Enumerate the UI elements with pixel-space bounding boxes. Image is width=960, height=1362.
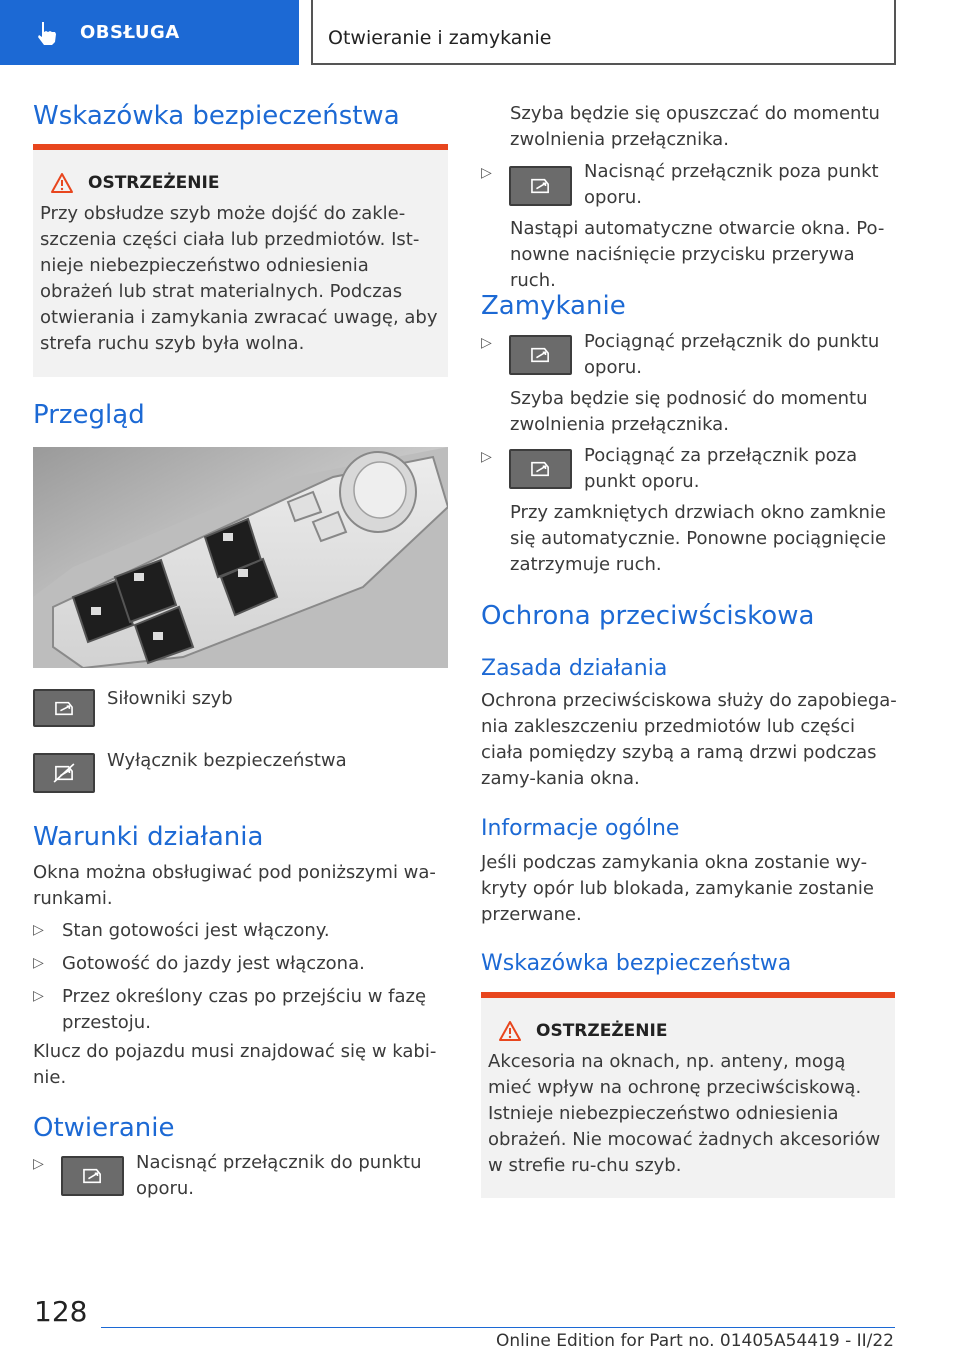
principle-heading: Zasada działania	[481, 656, 668, 681]
close-step-2: Pociągnąć za przełącznik poza punkt oporu.	[584, 445, 858, 492]
conditions-intro: Okna można obsługiwać pod poniższymi wa-runkami.	[33, 862, 436, 909]
general-info-heading: Informacje ogólne	[481, 816, 680, 841]
safety-switch-icon	[33, 753, 95, 793]
close-step-1: Pociągnąć przełącznik do punktu oporu.	[584, 331, 880, 378]
overview-heading: Przegląd	[33, 400, 145, 430]
window-switch-icon	[509, 335, 572, 375]
warning-box	[481, 992, 895, 1198]
warning-triangle-icon	[498, 1020, 522, 1042]
hand-pointer-icon	[34, 20, 60, 46]
edition-footer: Online Edition for Part no. 01405A54419 - II/22	[495, 1331, 894, 1351]
page-number: 128	[34, 1295, 88, 1328]
opening-heading: Otwieranie	[33, 1113, 175, 1143]
bullet-icon: ▷	[33, 988, 44, 1004]
principle-text: Ochrona przeciwściskowa służy do zapobiega-nia zakleszczeniu przedmiotów lub części ciała pomiędzy szybą a ramą drzwi podczas zamy-kania okna.	[481, 690, 897, 789]
safety-heading-2: Wskazówka bezpieczeństwa	[481, 951, 792, 976]
bullet-icon: ▷	[481, 449, 492, 465]
legend-window-actuators: Siłowniki szyb	[107, 688, 233, 709]
window-switch-photo	[33, 447, 448, 668]
open-step-1-result: Szyba będzie się opuszczać do momentu zwolnienia przełącznika.	[510, 103, 880, 150]
section-tab[interactable]	[0, 0, 299, 65]
safety-heading: Wskazówka bezpieczeństwa	[33, 101, 400, 131]
window-switch-icon	[61, 1156, 124, 1196]
bullet-icon: ▷	[33, 955, 44, 971]
close-step-1-result: Szyba będzie się podnosić do momentu zwolnienia przełącznika.	[510, 388, 868, 435]
window-switch-icon	[33, 689, 95, 727]
warning-text: Przy obsłudze szyb może dojść do zakle-szczenia części ciała lub przedmiotów. Ist-nieje niebezpieczeństwo odniesienia obrażeń lub strat materialnych. Podczas otwierania i zamykania zwracać uwagę, aby strefa ruchu szyb była wolna.	[40, 203, 438, 354]
warning-box	[33, 144, 448, 377]
bullet-icon: ▷	[481, 165, 492, 181]
window-switch-icon	[509, 449, 572, 489]
chapter-title: Otwieranie i zamykanie	[328, 27, 552, 49]
condition-item: Stan gotowości jest włączony.	[62, 920, 330, 941]
warning-title-row	[488, 1020, 885, 1042]
close-step-2-result: Przy zamkniętych drzwiach okno zamknie się automatycznie. Ponowne pociągnięcie zatrzymuje ruch.	[510, 502, 887, 575]
open-step-1: Nacisnąć przełącznik do punktu oporu.	[136, 1152, 422, 1199]
window-switch-icon	[509, 166, 572, 206]
bullet-icon: ▷	[33, 922, 44, 938]
open-step-2-result: Nastąpi automatyczne otwarcie okna. Po-nowne naciśnięcie przycisku przerywa ruch.	[510, 218, 885, 291]
footer-divider	[101, 1327, 895, 1328]
open-step-2: Nacisnąć przełącznik poza punkt oporu.	[584, 161, 879, 208]
condition-item: Przez określony czas po przejściu w fazę przestoju.	[62, 986, 427, 1033]
conditions-heading: Warunki działania	[33, 822, 264, 852]
closing-heading: Zamykanie	[481, 291, 626, 321]
bullet-icon: ▷	[481, 335, 492, 351]
warning-title: OSTRZEŻENIE	[88, 173, 220, 193]
warning-title: OSTRZEŻENIE	[536, 1021, 668, 1041]
bullet-icon: ▷	[33, 1156, 44, 1172]
warning-text: Akcesoria na oknach, np. anteny, mogą mieć wpływ na ochronę przeciwściskową. Istnieje niebezpieczeństwo odniesienia obrażeń. Nie mocować żadnych akcesoriów w strefie ru-chu szyb.	[488, 1051, 881, 1176]
key-note: Klucz do pojazdu musi znajdować się w kabi-nie.	[33, 1041, 437, 1088]
warning-title-row	[40, 172, 438, 194]
chapter-header	[311, 0, 896, 65]
warning-triangle-icon	[50, 172, 74, 194]
section-title: OBSŁUGA	[80, 22, 180, 43]
general-info-text: Jeśli podczas zamykania okna zostanie wy-kryty opór lub blokada, zamykanie zostanie przerwane.	[481, 852, 874, 925]
pinch-protection-heading: Ochrona przeciwściskowa	[481, 601, 815, 631]
legend-safety-switch: Wyłącznik bezpieczeństwa	[107, 750, 347, 771]
condition-item: Gotowość do jazdy jest włączona.	[62, 953, 365, 974]
